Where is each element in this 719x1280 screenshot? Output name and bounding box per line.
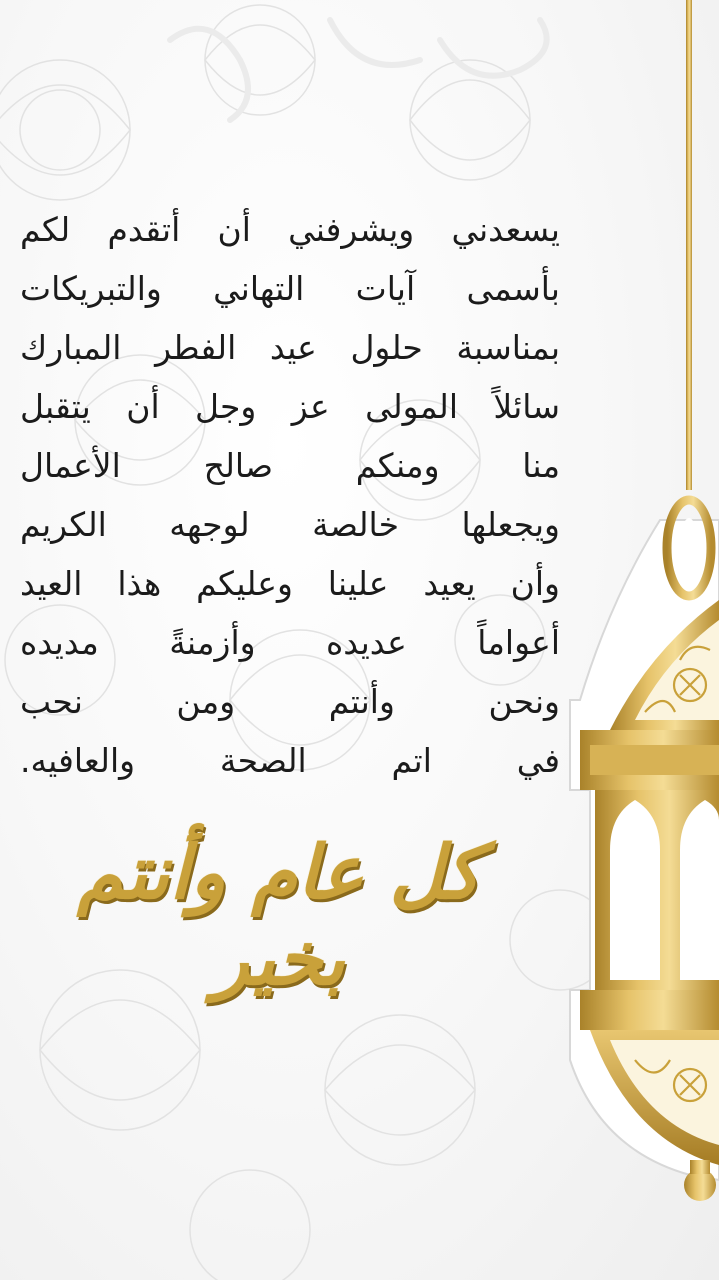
calligraphy-text: كل عام وأنتم بخير bbox=[77, 830, 481, 1002]
greeting-line: بأسمى آيات التهاني والتبريكات bbox=[20, 269, 560, 308]
greeting-line: أعواماً عديده وأزمنةً مديده bbox=[20, 623, 560, 662]
greeting-line: يسعدني ويشرفني أن أتقدم لكم bbox=[20, 210, 560, 249]
greeting-line: منا ومنكم صالح الأعمال bbox=[20, 446, 560, 485]
greeting-message bbox=[20, 200, 560, 790]
greeting-line: ونحن وأنتم ومن نحب bbox=[20, 682, 560, 721]
eid-calligraphy bbox=[34, 800, 524, 1002]
ramadan-lantern-icon bbox=[540, 0, 719, 1220]
greeting-line: بمناسبة حلول عيد الفطر المبارك bbox=[20, 328, 560, 367]
greeting-line: سائلاً المولى عز وجل أن يتقبل bbox=[20, 387, 560, 426]
greeting-line: ويجعلها خالصة لوجهه الكريم bbox=[20, 505, 560, 544]
greeting-line: وأن يعيد علينا وعليكم هذا العيد bbox=[20, 564, 560, 603]
greeting-line: في اتم الصحة والعافيه. bbox=[20, 741, 560, 780]
